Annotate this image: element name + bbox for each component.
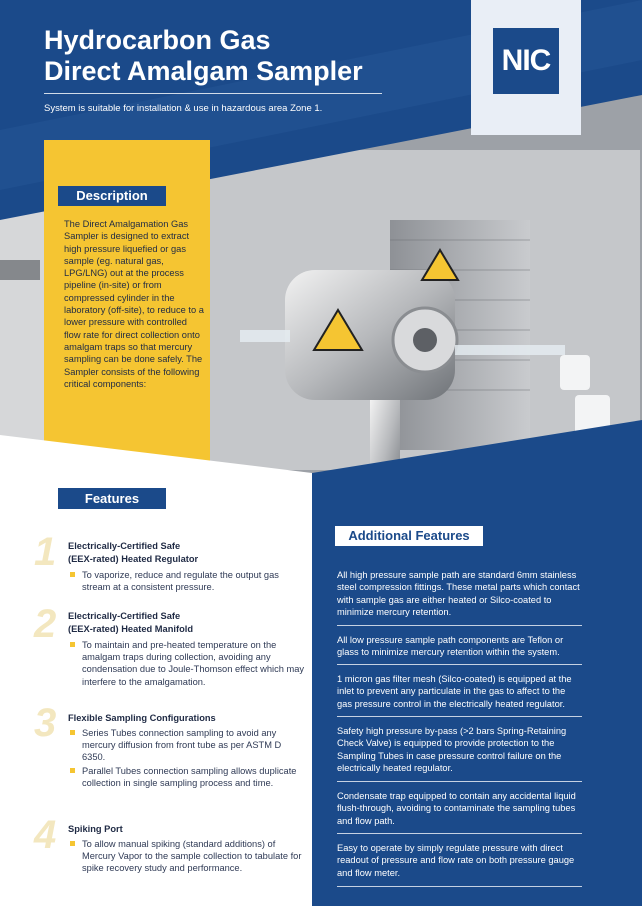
feature-number: 1 bbox=[34, 530, 57, 574]
nic-logo: NIC bbox=[493, 28, 559, 94]
divider bbox=[337, 625, 582, 626]
features-heading: Features bbox=[58, 488, 166, 509]
divider bbox=[337, 833, 582, 834]
bullet-icon bbox=[70, 768, 75, 773]
divider bbox=[337, 716, 582, 717]
feature-number: 4 bbox=[34, 813, 57, 857]
feature-title: (EEX-rated) Heated Regulator bbox=[68, 554, 199, 564]
description-heading: Description bbox=[58, 186, 166, 206]
additional-feature-item: Condensate trap equipped to contain any accidental liquid flush-through, avoiding to contaminate the sampling tubes and flow path. bbox=[337, 791, 576, 826]
feature-number: 3 bbox=[34, 701, 57, 745]
additional-feature-item: Easy to operate by simply regulate pressure with direct readout of pressure and flow rate on both pressure gauge and flow meter. bbox=[337, 843, 575, 878]
feature-title: Flexible Sampling Configurations bbox=[68, 713, 216, 723]
bullet-icon bbox=[70, 730, 75, 735]
title-divider bbox=[44, 93, 382, 94]
feature-bullet: To vaporize, reduce and regulate the output gas stream at a consistent pressure. bbox=[70, 569, 307, 593]
feature-title: Spiking Port bbox=[68, 824, 123, 834]
feature-title: Electrically-Certified Safe bbox=[68, 611, 181, 621]
divider bbox=[337, 886, 582, 887]
additional-features-heading: Additional Features bbox=[335, 526, 483, 546]
feature-number: 2 bbox=[34, 602, 57, 646]
bullet-icon bbox=[70, 572, 75, 577]
divider bbox=[337, 781, 582, 782]
page-subtitle: System is suitable for installation & use in hazardous area Zone 1. bbox=[44, 103, 323, 114]
description-text: The Direct Amalgamation Gas Sampler is designed to extract high pressure liquefied or gas sample (eg. natural gas, LPG/LNG) out at the process pipeline (in-site) or from compressed cylinder in the laboratory (off-site), to reduce to a lower pressure with controlled flow rate for direct collection onto amalgam traps so that mercury sampling can be done safely. The Sampler consists of the following critical components: bbox=[64, 219, 204, 389]
bullet-icon bbox=[70, 642, 75, 647]
page-title-line2: Direct Amalgam Sampler bbox=[44, 56, 363, 86]
additional-feature-item: 1 micron gas filter mesh (Silco-coated) is equipped at the inlet to prevent any particulate in the gas to affect to the gas pressure control in the electrically heated regulator. bbox=[337, 674, 572, 709]
additional-feature-item: All high pressure sample path are standard 6mm stainless steel compression fittings. These metal parts which contact with sample gas are either heated or Silco-coated to minimize mercury retention. bbox=[337, 570, 580, 618]
feature-title: Electrically-Certified Safe bbox=[68, 541, 181, 551]
additional-feature-item: Safety high pressure by-pass (>2 bars Spring-Retaining Check Valve) is equipped to provide protection to the Sampling Tubes in case pressure control failure on the electrically heated regulator. bbox=[337, 726, 567, 774]
page-title-line1: Hydrocarbon Gas bbox=[44, 25, 271, 55]
feature-title: (EEX-rated) Heated Manifold bbox=[68, 624, 194, 634]
feature-bullet: To maintain and pre-heated temperature on the amalgam traps during collection, avoiding any condensation due to Joule-Thomson effect which may interfere to the amalgamation. bbox=[70, 639, 307, 688]
feature-bullet: Parallel Tubes connection sampling allows duplicate collection in single sampling process and time. bbox=[70, 765, 307, 789]
additional-feature-item: All low pressure sample path components are Teflon or glass to minimize mercury retention within the system. bbox=[337, 635, 564, 658]
feature-bullet: Series Tubes connection sampling to avoid any mercury diffusion from front tube as per ASTM D 6350. bbox=[70, 727, 307, 764]
bullet-icon bbox=[70, 841, 75, 846]
feature-bullet: To allow manual spiking (standard additions) of Mercury Vapor to the sample collection to tabulate for spike recovery study and performance. bbox=[70, 838, 307, 875]
divider bbox=[337, 664, 582, 665]
